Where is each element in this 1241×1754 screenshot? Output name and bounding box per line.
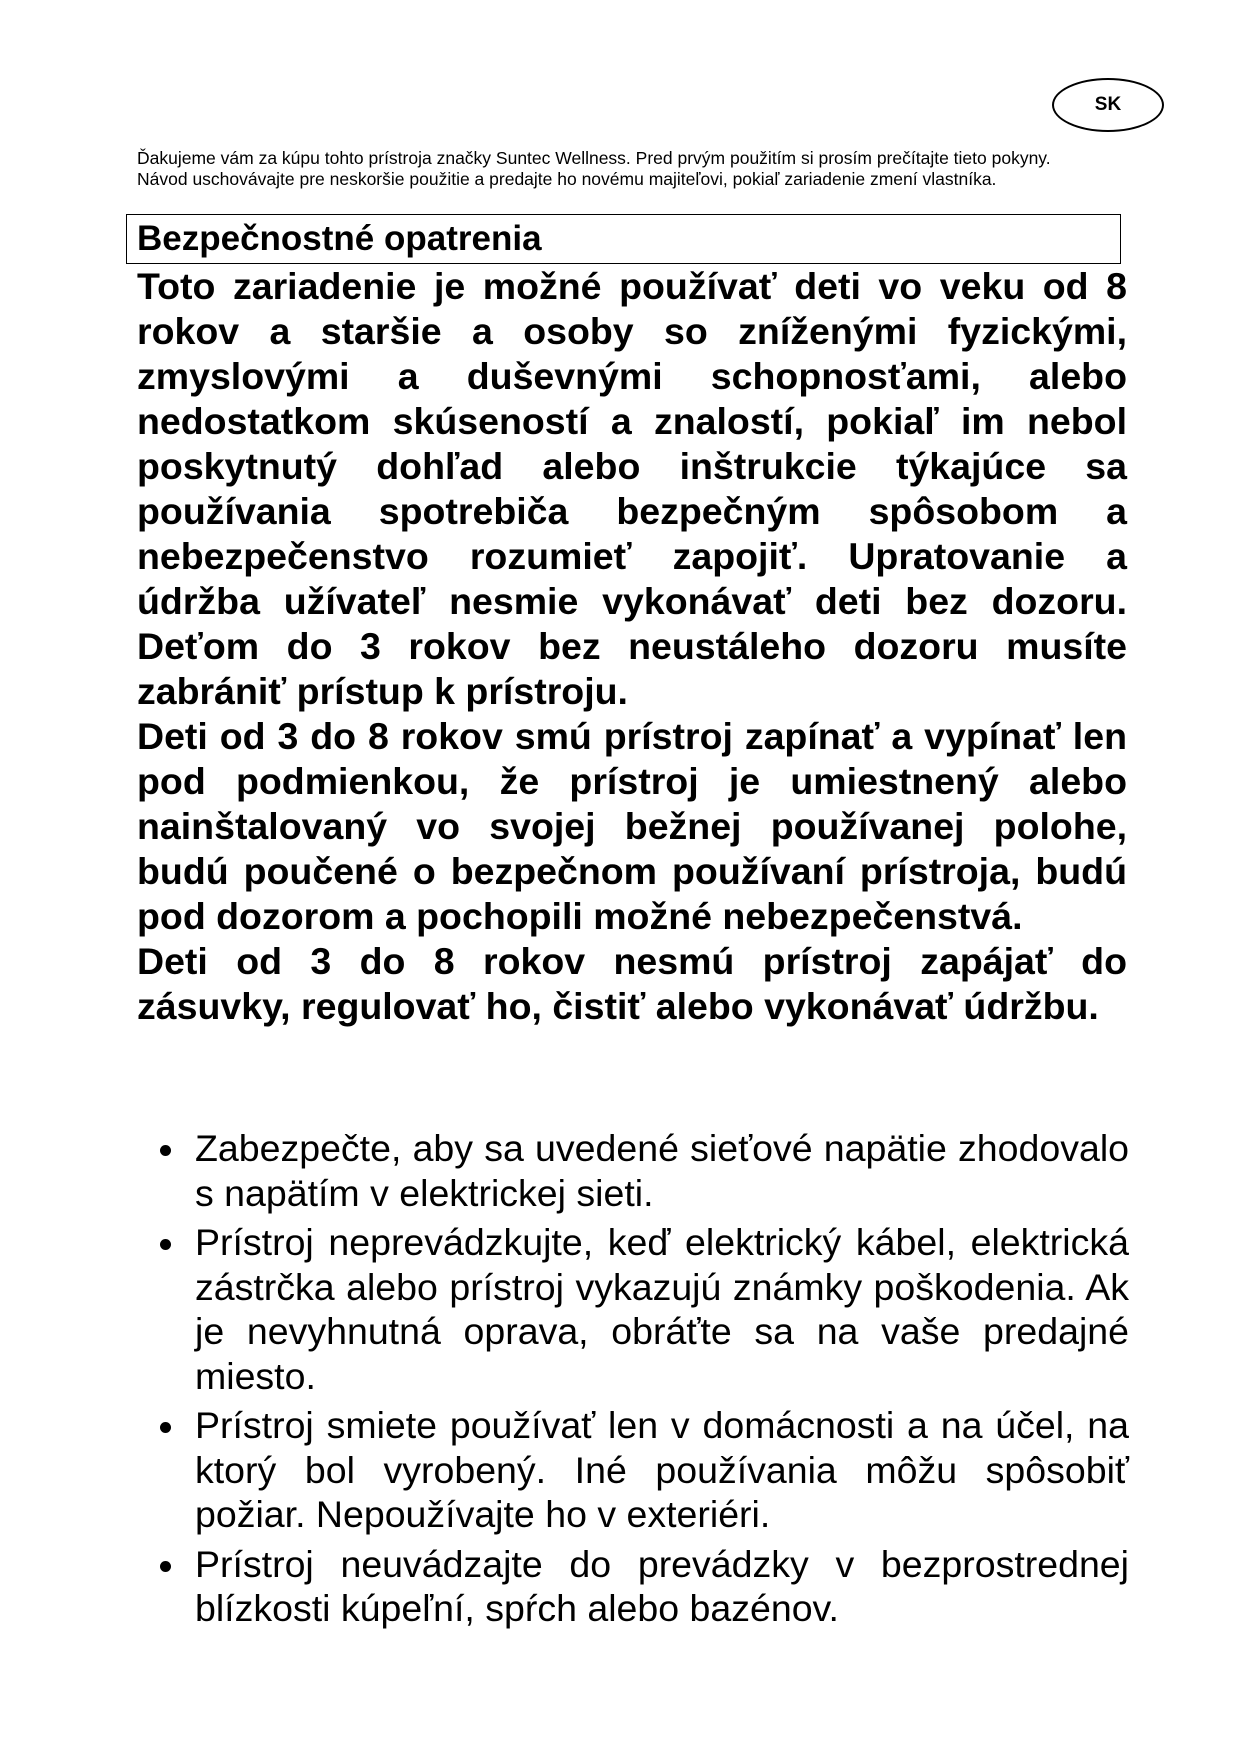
bullet-text: Prístroj neprevádzkujte, keď elektrický kábel, elektrická zástrčka alebo prístroj vykazujú známky poškodenia. Ak je nevyhnutná oprava, obráťte sa na vaše predajné miesto. [195, 1221, 1129, 1397]
bullet-dot-icon [160, 1561, 171, 1572]
warning-paragraph-2: Deti od 3 do 8 rokov smú prístroj zapínať a vypínať len pod podmienkou, že prístroj je umiestnený alebo nainštalovaný vo svojej bežnej používanej polohe, budú poučené o bezpečnom používaní prístroja, budú pod dozorom a pochopili možné nebezpečenstvá. [137, 715, 1127, 937]
bullet-item [137, 1542, 1129, 1631]
bullet-dot-icon [160, 1422, 171, 1433]
warning-paragraph-3: Deti od 3 do 8 rokov nesmú prístroj zapájať do zásuvky, regulovať ho, čistiť alebo vykonávať údržbu. [137, 940, 1127, 1027]
bullet-dot-icon [160, 1239, 171, 1250]
bullet-item [137, 1220, 1129, 1398]
section-heading-box [126, 214, 1121, 264]
bullet-item [137, 1126, 1129, 1215]
bullet-text: Zabezpečte, aby sa uvedené sieťové napätie zhodovalo s napätím v elektrickej sieti. [195, 1127, 1129, 1214]
intro-text: Ďakujeme vám za kúpu tohto prístroja značky Suntec Wellness. Pred prvým použitím si prosím prečítajte tieto pokyny. Návod uschovávajte pre neskoršie použitie a predajte ho novému majiteľovi, pokiaľ zariadenie zmení vlastníka. [137, 148, 1051, 189]
safety-bullet-list [137, 1126, 1129, 1636]
section-title: Bezpečnostné opatrenia [137, 219, 542, 258]
warning-paragraph-1: Toto zariadenie je možné používať deti vo veku od 8 rokov a staršie a osoby so zníženými fyzickými, zmyslovými a duševnými schopnosťami, alebo nedostatkom skúseností a znalostí, pokiaľ im nebol poskytnutý dohľad alebo inštrukcie týkajúce sa používania spotrebiča bezpečným spôsobom a nebezpečenstvo rozumieť zapojiť. Upratovanie a údržba užívateľ nesmie vykonávať deti bez dozoru. Deťom do 3 rokov bez neustáleho dozoru musíte zabrániť prístup k prístroju. [137, 265, 1127, 712]
bullet-text: Prístroj neuvádzajte do prevádzky v bezprostrednej blízkosti kúpeľní, spŕch alebo bazénov. [195, 1542, 1129, 1629]
language-badge [1052, 78, 1164, 132]
bullet-text: Prístroj smiete používať len v domácnosti a na účel, na ktorý bol vyrobený. Iné používania môžu spôsobiť požiar. Nepoužívajte ho v exteriéri. [195, 1404, 1129, 1535]
language-badge-label: SK [1094, 94, 1122, 115]
bullet-item [137, 1403, 1129, 1537]
bullet-dot-icon [160, 1145, 171, 1156]
safety-warnings [137, 264, 1127, 1029]
